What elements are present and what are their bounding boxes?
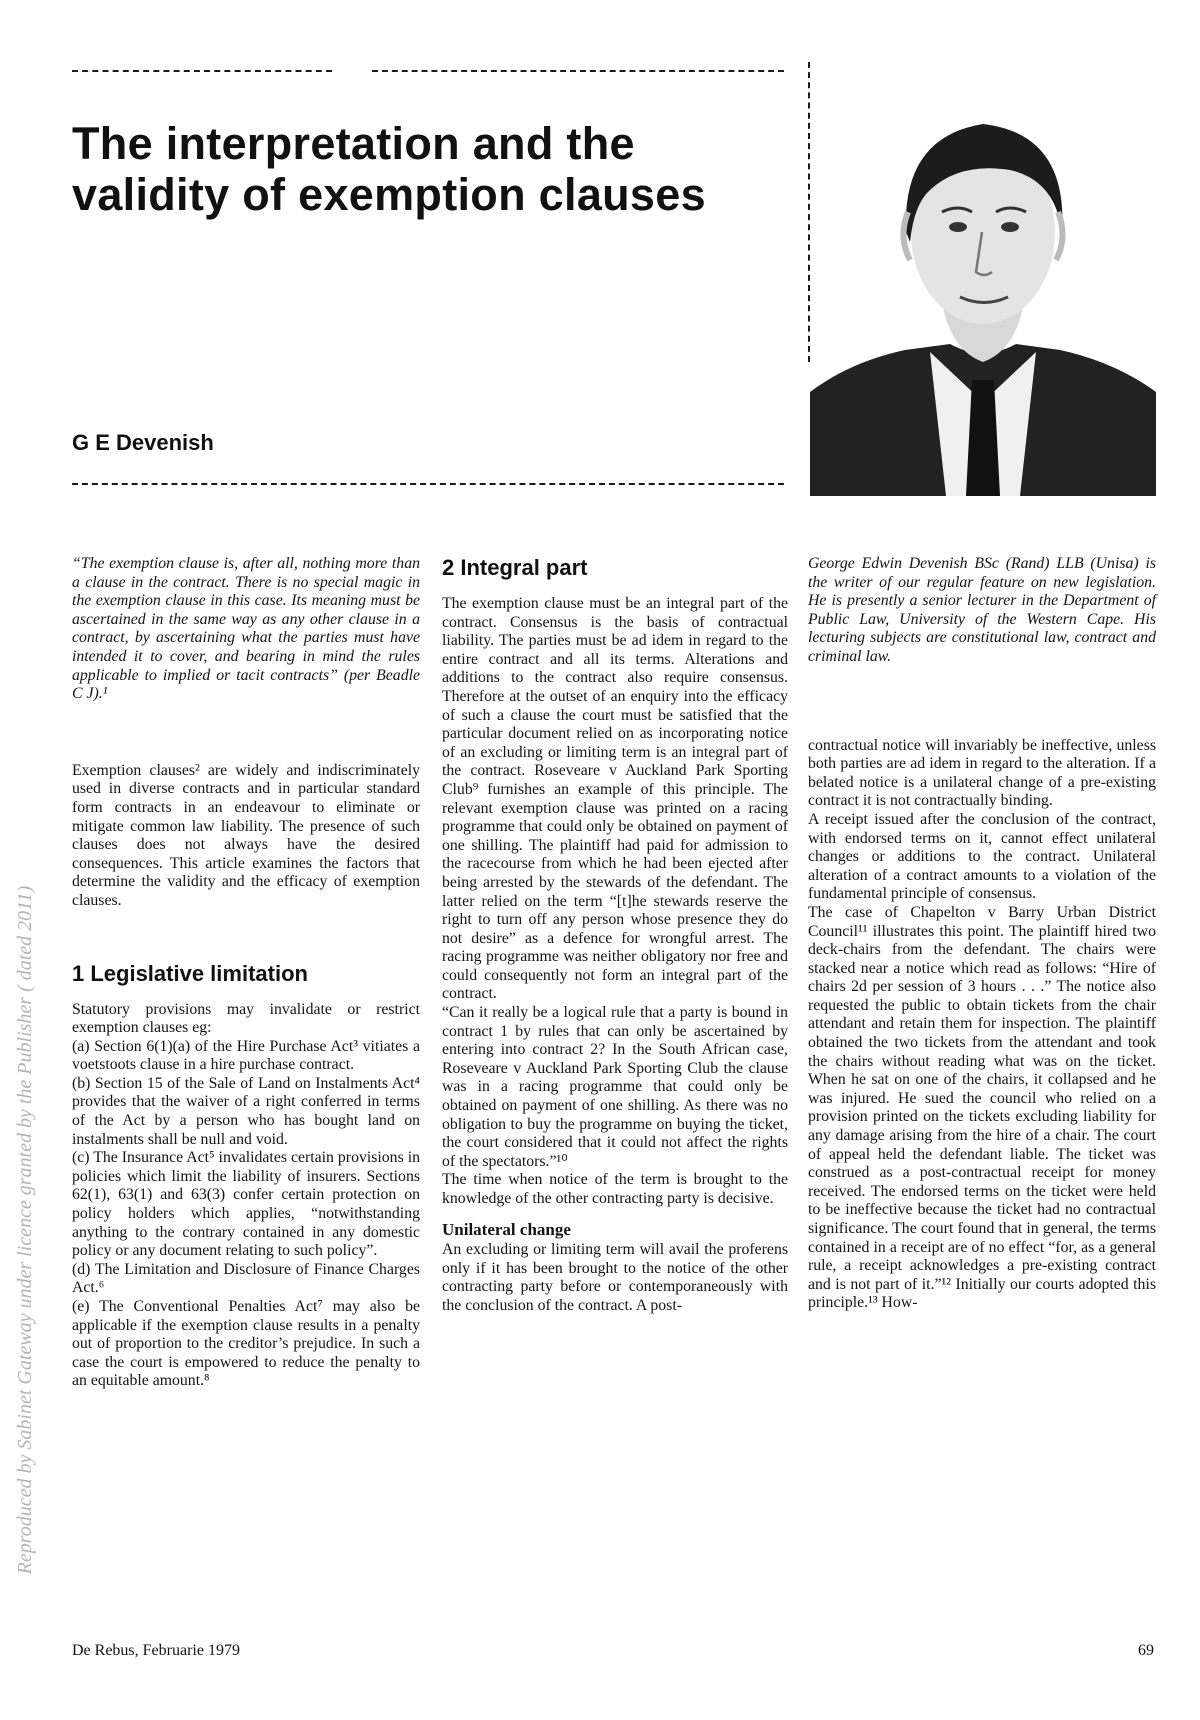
- section1-item-a: (a) Section 6(1)(a) of the Hire Purchase Act³ vitiates a voetstoots clause in a hire purchase contract.: [72, 1037, 420, 1074]
- author-rule: [72, 483, 784, 485]
- section-heading-integral-part: 2 Integral part: [442, 555, 588, 580]
- section2-paragraph-1: The exemption clause must be an integral part of the contract. Consensus is the basis of contractual liability. The parties must be ad idem in regard to the entire contract and all its terms. Alterations and additions to the contract also require consensus. Therefore at the outset of an enquiry into the efficacy of such a clause the court must be satisfied that the particular document relied on as incorporating notice of an excluding or limiting term is an integral part of the contract. Rosevearе v Auckland Park Sporting Club⁹ furnishes an example of this principle. The relevant exemption clause was printed on a racing programme that could only be obtained on payment of one shilling. The plaintiff had paid for admission to the racecourse from which he had been ejected after being arrested by the stewards of the defendant. The latter relied on the term “[t]he stewards reserve the right to turn off any person whose presence they do not desire” as a defence for wrongful arrest. The racing programme was neither obligatory nor free and could consequently not form an integral part of the contract.: [442, 595, 788, 1003]
- column-2: [442, 555, 788, 1316]
- subheading-unilateral-change: Unilateral change: [442, 1219, 571, 1239]
- section-heading-legislative-limitation: 1 Legislative limitation: [72, 960, 308, 986]
- article-title: The interpretation and the validity of exemption clauses: [72, 118, 706, 220]
- column3-paragraph-2: A receipt issued after the conclusion of the contract, with endorsed terms on it, cannot effect unilateral changes or additions to the contract. Unilateral alteration of a contract amounts to a violation of the fundamental principle of consensus.: [808, 810, 1156, 903]
- licence-watermark: Reproduced by Sabinet Gateway under licence granted by the Publisher ( dated 2011): [14, 885, 36, 1575]
- page-number: 69: [1138, 1642, 1154, 1659]
- column-1: [72, 555, 420, 1391]
- publication-footer: De Rebus, Februarie 1979: [72, 1642, 240, 1659]
- section2-paragraph-3: The time when notice of the term is brought to the knowledge of the other contracting party is decisive.: [442, 1171, 788, 1207]
- author-bio: George Edwin Devenish BSc (Rand) LLB (Unisa) is the writer of our regular feature on new legislation. He is presently a senior lecturer in the Department of Public Law, University of the Western Cape. His lecturing subjects are constitutional law, contract and criminal law.: [808, 555, 1156, 665]
- section1-item-b: (b) Section 15 of the Sale of Land on Instalments Act⁴ provides that the waiver of a right conferred in terms of the Act by a person who has bought land on instalments shall be null and void.: [72, 1074, 420, 1148]
- section1-item-d: (d) The Limitation and Disclosure of Finance Charges Act.⁶: [72, 1260, 420, 1297]
- section1-item-e: (e) The Conventional Penalties Act⁷ may also be applicable if the exemption clause results in a penalty out of proportion to the creditor’s prejudice. In such a case the court is empowered to reduce the penalty to an equitable amount.⁸: [72, 1298, 420, 1390]
- section2-paragraph-2: “Can it really be a logical rule that a party is bound in contract 1 by rules that can only be ascertained by entering into contract 2? In the South African case, Rosevearе v Auckland Park Sporting Club the clause was in a racing programme that could only be obtained on payment of one shilling. As there was no obligation to buy the programme on buying the ticket, the court considered that it could not affect the rights of the spectators.”¹⁰: [442, 1004, 788, 1170]
- author-photo: [810, 62, 1156, 496]
- epigraph-quote: “The exemption clause is, after all, nothing more than a clause in the contract. There is no special magic in the exemption clause in this case. Its meaning must be ascertained in the same way as any other clause in a contract, by ascertaining what the parties must have intended it to cover, and bearing in mind the rules applicable to implied or tacit contracts” (per Beadle C J).¹: [72, 555, 420, 703]
- section1-paragraph: Statutory provisions may invalidate or restrict exemption clauses eg:: [72, 1000, 420, 1037]
- author-name: G E Devenish: [72, 430, 214, 455]
- header-rule-left: [72, 70, 332, 72]
- header-rule-right: [372, 70, 784, 72]
- intro-paragraph: Exemption clauses² are widely and indiscriminately used in diverse contracts and in particular standard form contracts in an endeavour to eliminate or mitigate common law liability. The presence of such clauses does not always have the desired consequences. This article examines the factors that determine the validity and the efficacy of exemption clauses.: [72, 761, 420, 909]
- column3-paragraph-1: contractual notice will invariably be ineffective, unless both parties are ad idem in regard to the alteration. If a belated notice is a unilateral change of a pre-existing contract it is not contractually binding.: [808, 736, 1156, 810]
- section2-paragraph-4: An excluding or limiting term will avail the proferens only if it has been brought to the notice of the other contracting party before or contemporaneously with the conclusion of the contract. A post-: [442, 1241, 788, 1314]
- column-3: [808, 555, 1156, 1313]
- section1-item-c: (c) The Insurance Act⁵ invalidates certain provisions in policies which limit the liability of insurers. Sections 62(1), 63(1) and 63(3) confer certain protection on policy holders which applies, “notwithstanding anything to the contrary contained in any domestic policy or any document relating to such policy”.: [72, 1149, 420, 1260]
- column3-paragraph-3: The case of Chapelton v Barry Urban District Council¹¹ illustrates this point. The plaintiff hired two deck-chairs from the defendant. The chairs were stacked near a notice which read as follows: “Hire of chairs 2d per session of 3 hours . . .” The notice also requested the public to obtain tickets from the chair attendant and retain them for inspection. The plaintiff obtained the two tickets from the attendant and took the chairs without reading what was on the ticket. When he sat on one of the chairs, it collapsed and he was injured. He sued the council who relied on a provision printed on the tickets excluding liability for any damage arising from the hire of a chair. The court of appeal held the defendant liable. The ticket was construed as a post-contractual receipt for money received. The endorsed terms on the ticket were held to be ineffective because the ticket had no contractual significance. The court found that in general, the terms contained in a receipt are of no effect “for, as a general rule, a receipt acknowledges a pre-existing contract and is not part of it.”¹² Initially our courts adopted this principle.¹³ How-: [808, 903, 1156, 1312]
